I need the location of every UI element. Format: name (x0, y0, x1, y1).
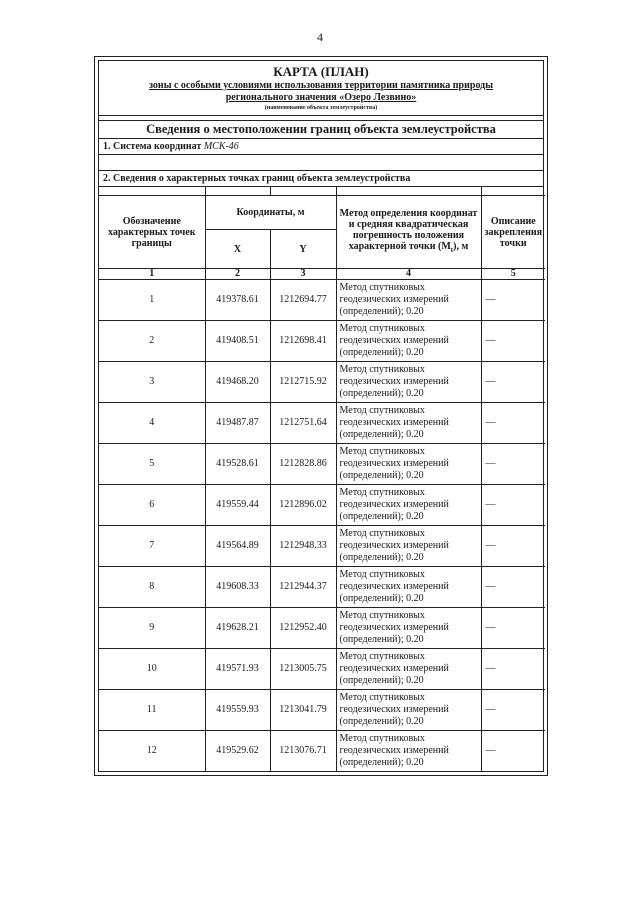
cell-x: 419528.61 (205, 444, 270, 485)
cell-method: Метод спутниковых геодезических измерений (определений); 0.20 (336, 485, 481, 526)
map-title: КАРТА (ПЛАН) (273, 64, 369, 79)
column-number: 3 (270, 269, 336, 280)
cell-y: 1212896.02 (270, 485, 336, 526)
cell-description: — (481, 444, 545, 485)
cell-x: 419408.51 (205, 321, 270, 362)
header-x: X (205, 230, 270, 269)
cell-point: 12 (99, 731, 205, 772)
cell-method: Метод спутниковых геодезических измерений (определений); 0.20 (336, 280, 481, 321)
coordinate-system-label: 1. Система координат (103, 141, 202, 152)
cell-point: 5 (99, 444, 205, 485)
cell-method: Метод спутниковых геодезических измерений (определений); 0.20 (336, 403, 481, 444)
header-coords: Координаты, м (205, 196, 336, 230)
cell-y: 1212715.92 (270, 362, 336, 403)
table-top-gap (99, 187, 545, 196)
header-method: Метод определения координат и средняя квадратическая погрешность положения характерной точки $(M_t)$, м (336, 196, 481, 269)
cell-y: 1212952.40 (270, 608, 336, 649)
table-row (99, 444, 545, 485)
cell-x: 419559.93 (205, 690, 270, 731)
cell-method: Метод спутниковых геодезических измерений (определений); 0.20 (336, 690, 481, 731)
cell-description: — (481, 280, 545, 321)
cell-y: 1213041.79 (270, 690, 336, 731)
coordinate-system-line (99, 139, 543, 155)
cell-y: 1212828.86 (270, 444, 336, 485)
column-number: 5 (481, 269, 545, 280)
cell-method: Метод спутниковых геодезических измерений (определений); 0.20 (336, 321, 481, 362)
cell-method: Метод спутниковых геодезических измерений (определений); 0.20 (336, 649, 481, 690)
column-number: 4 (336, 269, 481, 280)
table-row (99, 649, 545, 690)
cell-x: 419628.21 (205, 608, 270, 649)
cell-description: — (481, 690, 545, 731)
cell-point: 7 (99, 526, 205, 567)
table-row (99, 731, 545, 772)
zone-name-line-1: зоны с особыми условиями использования территории памятника природы (148, 80, 494, 91)
document-frame (94, 56, 548, 776)
table-row (99, 485, 545, 526)
cell-x: 419564.89 (205, 526, 270, 567)
cell-method: Метод спутниковых геодезических измерений (определений); 0.20 (336, 526, 481, 567)
table-row (99, 567, 545, 608)
cell-x: 419487.87 (205, 403, 270, 444)
cell-point: 10 (99, 649, 205, 690)
cell-y: 1213076.71 (270, 731, 336, 772)
cell-description: — (481, 608, 545, 649)
cell-description: — (481, 403, 545, 444)
header-description: Описание закрепления точки (481, 196, 545, 269)
cell-y: 1212944.37 (270, 567, 336, 608)
table-row (99, 403, 545, 444)
coordinate-system-value: МСК-46 (203, 141, 239, 152)
table-header-row-1 (99, 196, 545, 230)
title-block (99, 61, 543, 116)
cell-y: 1212694.77 (270, 280, 336, 321)
zone-caption: (наименование объекта землеустройства) (264, 105, 378, 111)
cell-method: Метод спутниковых геодезических измерений (определений); 0.20 (336, 362, 481, 403)
cell-description: — (481, 731, 545, 772)
table-row (99, 526, 545, 567)
cell-point: 1 (99, 280, 205, 321)
cell-point: 6 (99, 485, 205, 526)
cell-description: — (481, 567, 545, 608)
cell-point: 2 (99, 321, 205, 362)
table-row (99, 690, 545, 731)
document-inner-frame (98, 60, 544, 772)
table-row (99, 362, 545, 403)
boundary-points-table (99, 187, 545, 771)
cell-point: 8 (99, 567, 205, 608)
cell-x: 419559.44 (205, 485, 270, 526)
section-heading: Сведения о местоположении границ объекта землеустройства (99, 121, 543, 139)
table-row (99, 280, 545, 321)
header-y: Y (270, 230, 336, 269)
gap-row (99, 155, 543, 171)
cell-point: 3 (99, 362, 205, 403)
cell-point: 9 (99, 608, 205, 649)
page-number: 4 (317, 30, 323, 44)
cell-description: — (481, 362, 545, 403)
cell-method: Метод спутниковых геодезических измерений (определений); 0.20 (336, 444, 481, 485)
cell-y: 1213005.75 (270, 649, 336, 690)
cell-x: 419529.62 (205, 731, 270, 772)
cell-x: 419608.33 (205, 567, 270, 608)
cell-description: — (481, 649, 545, 690)
cell-method: Метод спутниковых геодезических измерений (определений); 0.20 (336, 608, 481, 649)
cell-x: 419468.20 (205, 362, 270, 403)
cell-method: Метод спутниковых геодезических измерений (определений); 0.20 (336, 567, 481, 608)
cell-point: 4 (99, 403, 205, 444)
header-point: Обозначение характерных точек границы (99, 196, 205, 269)
points-section-label: 2. Сведения о характерных точках границ объекта землеустройства (99, 171, 543, 187)
column-number: 1 (99, 269, 205, 280)
column-number: 2 (205, 269, 270, 280)
column-number-row (99, 269, 545, 280)
table-row (99, 608, 545, 649)
cell-point: 11 (99, 690, 205, 731)
cell-description: — (481, 526, 545, 567)
zone-name-line-2: регионального значения «Озеро Лезвино» (225, 92, 417, 103)
cell-x: 419571.93 (205, 649, 270, 690)
cell-description: — (481, 485, 545, 526)
cell-description: — (481, 321, 545, 362)
cell-y: 1212751.64 (270, 403, 336, 444)
cell-method: Метод спутниковых геодезических измерений (определений); 0.20 (336, 731, 481, 772)
cell-y: 1212948.33 (270, 526, 336, 567)
cell-y: 1212698.41 (270, 321, 336, 362)
cell-x: 419378.61 (205, 280, 270, 321)
table-row (99, 321, 545, 362)
